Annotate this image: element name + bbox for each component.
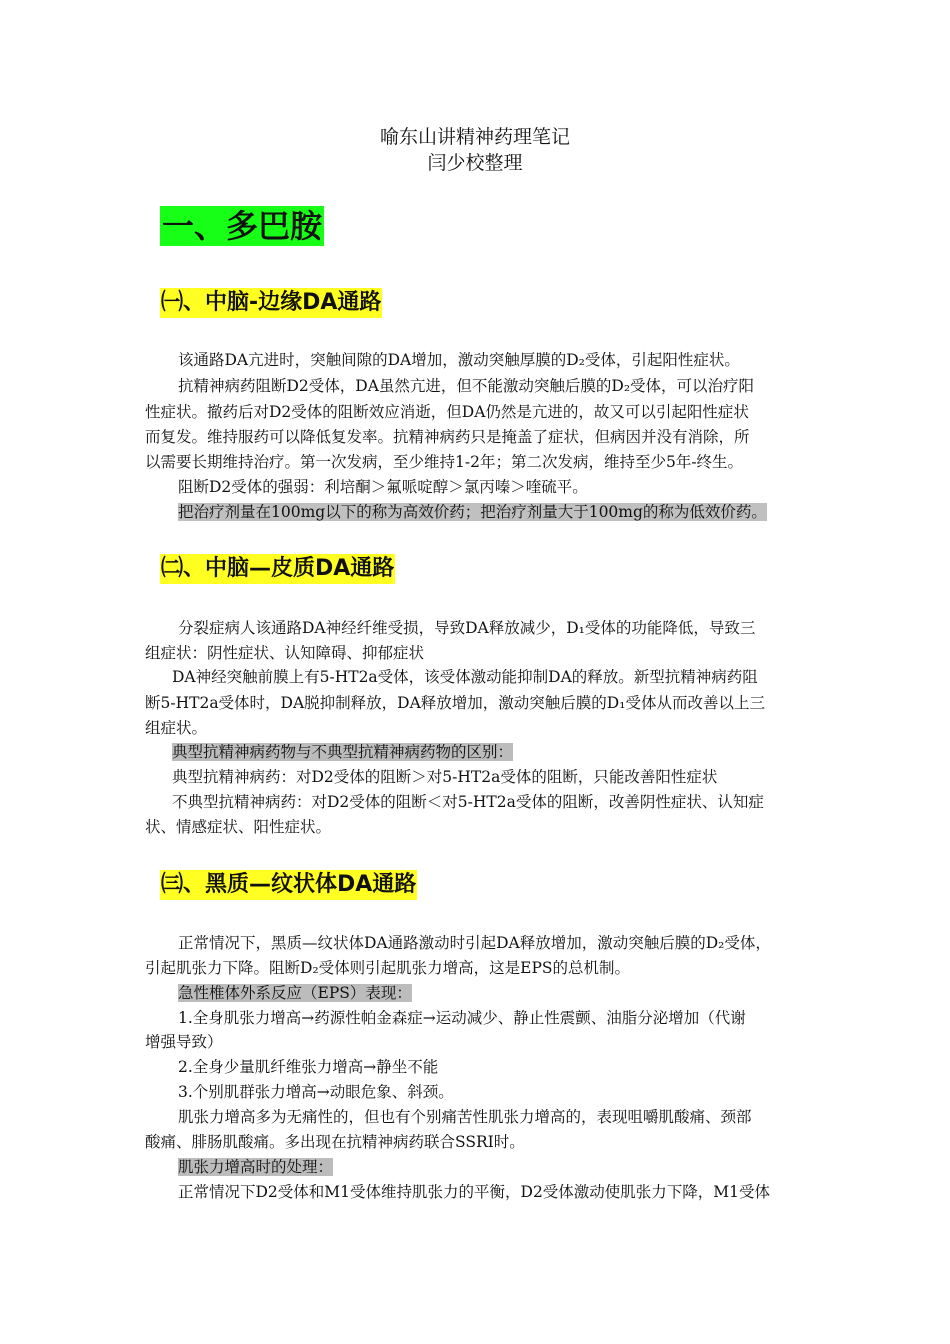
- paragraph-line: DA神经突触前膜上有5-HT2a受体，该受体激动能抑制DA的释放。新型抗精神病药阻: [172, 668, 758, 686]
- paragraph-line: 组症状。: [145, 719, 208, 737]
- highlighted-line: [178, 502, 767, 522]
- highlighted-text: 肌张力增高时的处理：: [178, 1158, 334, 1176]
- paragraph-line: 不典型抗精神病药：对D2受体的阻断＜对5-HT2a受体的阻断，改善阴性症状、认知症: [172, 793, 764, 811]
- paragraph-line: 肌张力增高多为无痛性的，但也有个别痛苦性肌张力增高的，表现咀嚼肌酸痛、颈部: [178, 1108, 752, 1126]
- paragraph-line: 以需要长期维持治疗。第一次发病，至少维持1-2年；第二次发病，维持至少5年-终生。: [145, 453, 744, 471]
- highlighted-line: [172, 742, 513, 762]
- highlighted-line: [178, 1157, 333, 1177]
- highlighted-text: 把治疗剂量在100mg以下的称为高效价药；把治疗剂量大于100mg的称为低效价药。: [178, 503, 767, 521]
- paragraph-line: 2.全身少量肌纤维张力增高→静坐不能: [178, 1058, 439, 1076]
- highlighted-line: [178, 983, 412, 1003]
- paragraph-line: 1.全身肌张力增高→药源性帕金森症→运动减少、静止性震颤、油脂分泌增加（代谢: [178, 1009, 746, 1027]
- paragraph-line: 而复发。维持服药可以降低复发率。抗精神病药只是掩盖了症状，但病因并没有消除，所: [145, 428, 750, 446]
- paragraph-line: 3.个别肌群张力增高→动眼危象、斜颈。: [178, 1083, 454, 1101]
- paragraph-line: 正常情况下，黑质—纹状体DA通路激动时引起DA释放增加，激动突触后膜的D₂受体，: [178, 934, 771, 952]
- paragraph-line: 引起肌张力下降。阻断D₂受体则引起肌张力增高，这是EPS的总机制。: [145, 959, 631, 977]
- paragraph-line: 增强导致）: [145, 1033, 223, 1051]
- paragraph-line: 组症状：阴性症状、认知障碍、抑郁症状: [145, 644, 425, 662]
- highlighted-text: 典型抗精神病药物与不典型抗精神病药物的区别：: [172, 743, 514, 761]
- paragraph-line: 状、情感症状、阳性症状。: [145, 818, 332, 836]
- paragraph-line: 该通路DA亢进时，突触间隙的DA增加，激动突触厚膜的D₂受体，引起阳性症状。: [178, 351, 740, 369]
- chapter-heading: 一、多巴胺: [162, 207, 323, 245]
- paragraph-line: 断5-HT2a受体时，DA脱抑制释放，DA释放增加，激动突触后膜的D₁受体从而改善以上三: [145, 694, 765, 712]
- highlighted-text: 急性椎体外系反应（EPS）表现：: [178, 984, 412, 1002]
- paragraph-line: 分裂症病人该通路DA神经纤维受损，导致DA释放减少，D₁受体的功能降低，导致三: [178, 619, 756, 637]
- document-author: 闫少校整理: [427, 152, 523, 174]
- section-heading-3: ㈢、黑质—纹状体DA通路: [160, 870, 417, 900]
- paragraph-line: 抗精神病药阻断D2受体，DA虽然亢进，但不能激动突触后膜的D₂受体，可以治疗阳: [178, 377, 755, 395]
- paragraph-line: 典型抗精神病药：对D2受体的阻断＞对5-HT2a受体的阻断，只能改善阳性症状: [172, 768, 718, 786]
- paragraph-line: 酸痛、腓肠肌酸痛。多出现在抗精神病药联合SSRI时。: [145, 1133, 525, 1151]
- document-title: 喻东山讲精神药理笔记: [379, 126, 570, 148]
- section-heading-1: ㈠、中脑-边缘DA通路: [160, 288, 382, 318]
- section-heading-2: ㈡、中脑—皮质DA通路: [160, 554, 395, 584]
- paragraph-line: 性症状。撤药后对D2受体的阻断效应消逝，但DA仍然是亢进的，故又可以引起阳性症状: [145, 403, 749, 421]
- paragraph-line: 正常情况下D2受体和M1受体维持肌张力的平衡，D2受体激动使肌张力下降，M1受体: [178, 1183, 771, 1201]
- paragraph-line: 阻断D2受体的强弱：利培酮＞氟哌啶醇＞氯丙嗪＞喹硫平。: [178, 478, 588, 496]
